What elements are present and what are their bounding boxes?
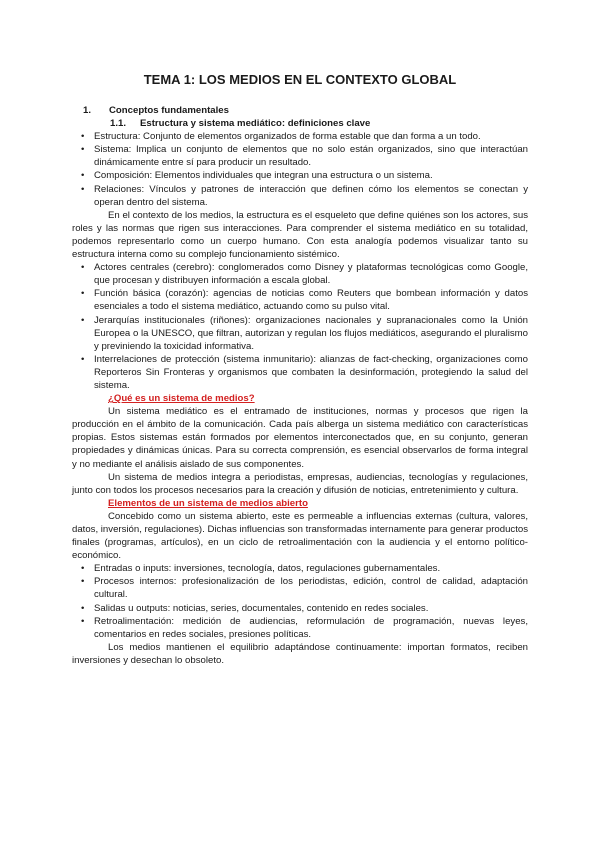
paragraph: Un sistema mediático es el entramado de instituciones, normas y procesos que rigen la producción en el ámbito de la comunicación. Cada país alberga un sistema mediático con características propias. Estos sistemas están formados por elementos interconectados que, en su conjunto, generan propiedades y dinámicas únicas. Para su correcta comprensión, es esencial observarlos de forma integral y no mediante el análisis aislado de sus componentes. (72, 406, 528, 470)
section-heading (83, 104, 528, 117)
list-item: • Salidas u outputs: noticias, series, documentales, contenido en redes sociales. (82, 602, 528, 615)
list-item: • Función básica (corazón): agencias de noticias como Reuters que bombean información y datos esenciales a todo el sistema mediático, actuando como su pulso vital. (82, 287, 528, 313)
paragraph: Los medios mantienen el equilibrio adaptándose continuamente: importan formatos, reciben inversiones y desechan lo obsoleto. (72, 641, 528, 666)
subsection-label: Estructura y sistema mediático: definiciones clave (140, 118, 371, 130)
list-item: • Entradas o inputs: inversiones, tecnología, datos, regulaciones gubernamentales. (82, 562, 528, 575)
list-item: • Actores centrales (cerebro): conglomerados como Disney y plataformas tecnológicas como Google, que procesan y distribuyen información a escala global. (82, 261, 528, 287)
page-title: TEMA 1: LOS MEDIOS EN EL CONTEXTO GLOBAL (143, 72, 457, 87)
open-system-heading: Elementos de un sistema de medios abierto (108, 497, 308, 509)
list-item: • Composición: Elementos individuales que integran una estructura o un sistema. (82, 169, 528, 182)
document-page (72, 72, 528, 667)
list-item: • Sistema: Implica un conjunto de elementos que no solo están organizados, sino que interactúan dinámicamente entre sí para producir un resultado. (82, 143, 528, 169)
paragraph: Concebido como un sistema abierto, este es permeable a influencias externas (cultura, valores, datos, inversión, regulaciones). Dichas influencias son transformadas internamente para generar productos finales (programas, artículos), en un ciclo de retroalimentación con la audiencia y el entorno político-económico. (72, 510, 528, 562)
paragraph: En el contexto de los medios, la estructura es el esqueleto que define quiénes son los actores, sus roles y las normas que rigen sus interacciones. Para comprender el sistema mediático en su totalidad, podemos representarlo como un cuerpo humano. Con esta analogía podemos visualizar tanto su estructura interna como su complejo funcionamiento sistémico. (72, 209, 528, 261)
list-item: • Interrelaciones de protección (sistema inmunitario): alianzas de fact-checking, organizaciones como Reporteros Sin Fronteras y organismos que combaten la desinformación, protegiendo la salud del sistema. (82, 353, 528, 392)
subsection-heading (110, 117, 528, 130)
definitions-list (72, 130, 528, 209)
section-label: Conceptos fundamentales (109, 105, 229, 116)
list-item: • Retroalimentación: medición de audiencias, reformulación de programación, nuevas leyes, comentarios en redes sociales, presiones políticas. (82, 615, 528, 641)
list-item: • Relaciones: Vínculos y patrones de interacción que definen cómo los elementos se conectan y operan dentro del sistema. (82, 183, 528, 209)
list-item: • Jerarquías institucionales (riñones): organizaciones nacionales y supranacionales como la Unión Europea o la UNESCO, que filtran, autorizan y regulan los flujos mediáticos, asegurando el pluralismo y previniendo la toxicidad informativa. (82, 314, 528, 353)
list-item: • Estructura: Conjunto de elementos organizados de forma estable que dan forma a un todo. (82, 130, 528, 143)
subsection-number: 1.1. (110, 118, 127, 130)
question-heading: ¿Qué es un sistema de medios? (108, 393, 255, 405)
paragraph: Un sistema de medios integra a periodistas, empresas, audiencias, tecnologías y regulaciones, junto con todos los procesos necesarios para la creación y difusión de noticias, entretenimiento y cultura. (72, 471, 528, 496)
analogy-list (72, 261, 528, 392)
elements-list (72, 562, 528, 641)
section-number: 1. (83, 105, 92, 116)
list-item: • Procesos internos: profesionalización de los periodistas, edición, control de calidad, adaptación cultural. (82, 575, 528, 601)
